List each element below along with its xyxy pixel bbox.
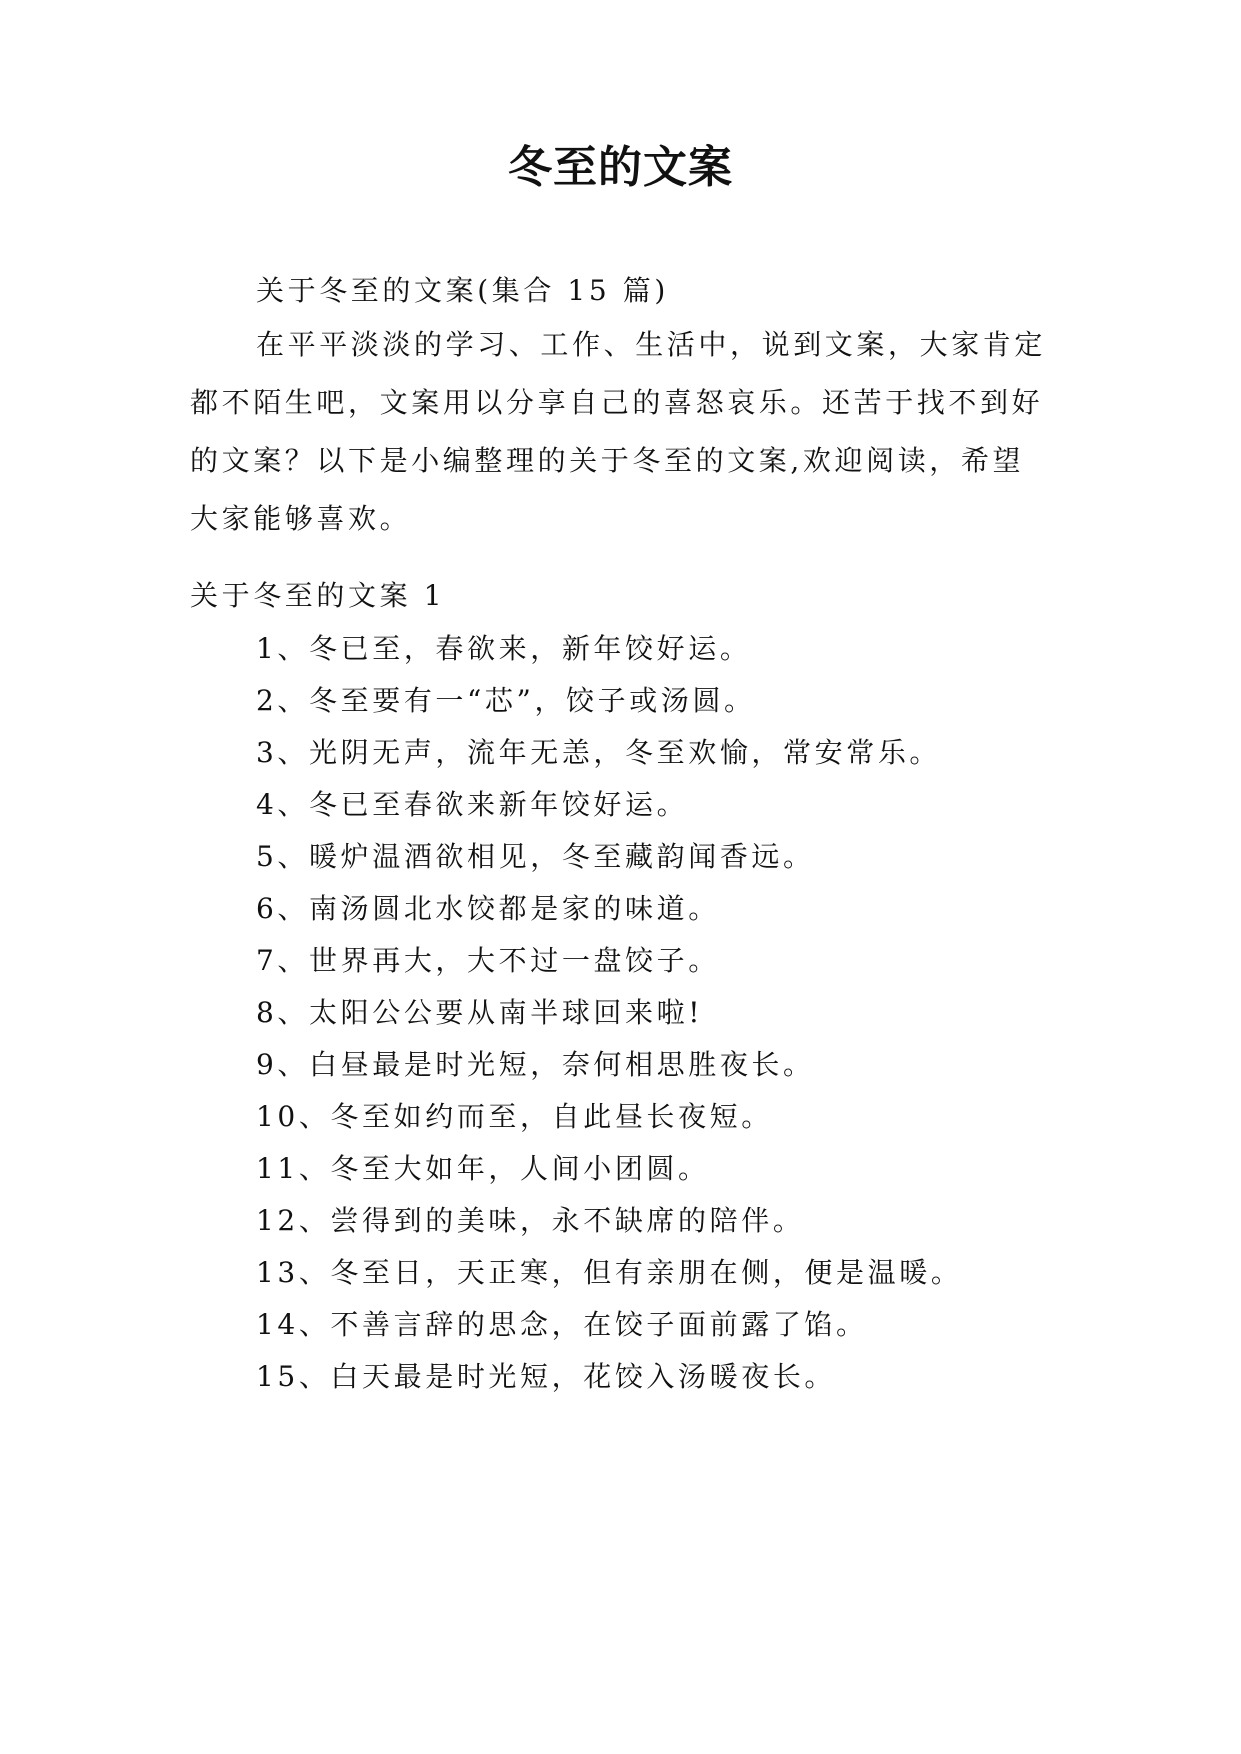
list-item: 7、世界再大，大不过一盘饺子。 <box>256 944 720 977</box>
list-item: 2、冬至要有一“芯”，饺子或汤圆。 <box>256 684 756 717</box>
list-item: 11、冬至大如年，人间小团圆。 <box>256 1152 710 1185</box>
list-item: 5、暖炉温酒欲相见，冬至藏韵闻香远。 <box>256 840 815 873</box>
list-item: 6、南汤圆北水饺都是家的味道。 <box>256 892 720 925</box>
list-item: 12、尝得到的美味，永不缺席的陪伴。 <box>256 1204 805 1237</box>
list-item: 3、光阴无声，流年无恙，冬至欢愉，常安常乐。 <box>256 736 942 769</box>
list-item: 13、冬至日，天正寒，但有亲朋在侧，便是温暖。 <box>256 1256 963 1289</box>
list-item: 15、白天最是时光短，花饺入汤暖夜长。 <box>256 1360 837 1393</box>
intro-paragraph: 在平平淡淡的学习、工作、生活中，说到文案，大家肯定都不陌生吧，文案用以分享自己的喜怒哀乐。还苦于找不到好的文案？以下是小编整理的关于冬至的文案,欢迎阅读，希望大家能够喜欢。 <box>190 328 1047 535</box>
section-heading: 关于冬至的文案 1 <box>190 579 446 612</box>
document-subtitle: 关于冬至的文案(集合 15 篇) <box>256 274 669 307</box>
list-item: 8、太阳公公要从南半球回来啦! <box>256 996 704 1029</box>
document-title: 冬至的文案 <box>508 142 733 193</box>
list-item: 1、冬已至，春欲来，新年饺好运。 <box>256 632 752 665</box>
list-item: 10、冬至如约而至，自此昼长夜短。 <box>256 1100 773 1133</box>
list-item: 14、不善言辞的思念，在饺子面前露了馅。 <box>256 1308 868 1341</box>
list-item: 4、冬已至春欲来新年饺好运。 <box>256 788 689 821</box>
list-item: 9、白昼最是时光短，奈何相思胜夜长。 <box>256 1048 815 1081</box>
